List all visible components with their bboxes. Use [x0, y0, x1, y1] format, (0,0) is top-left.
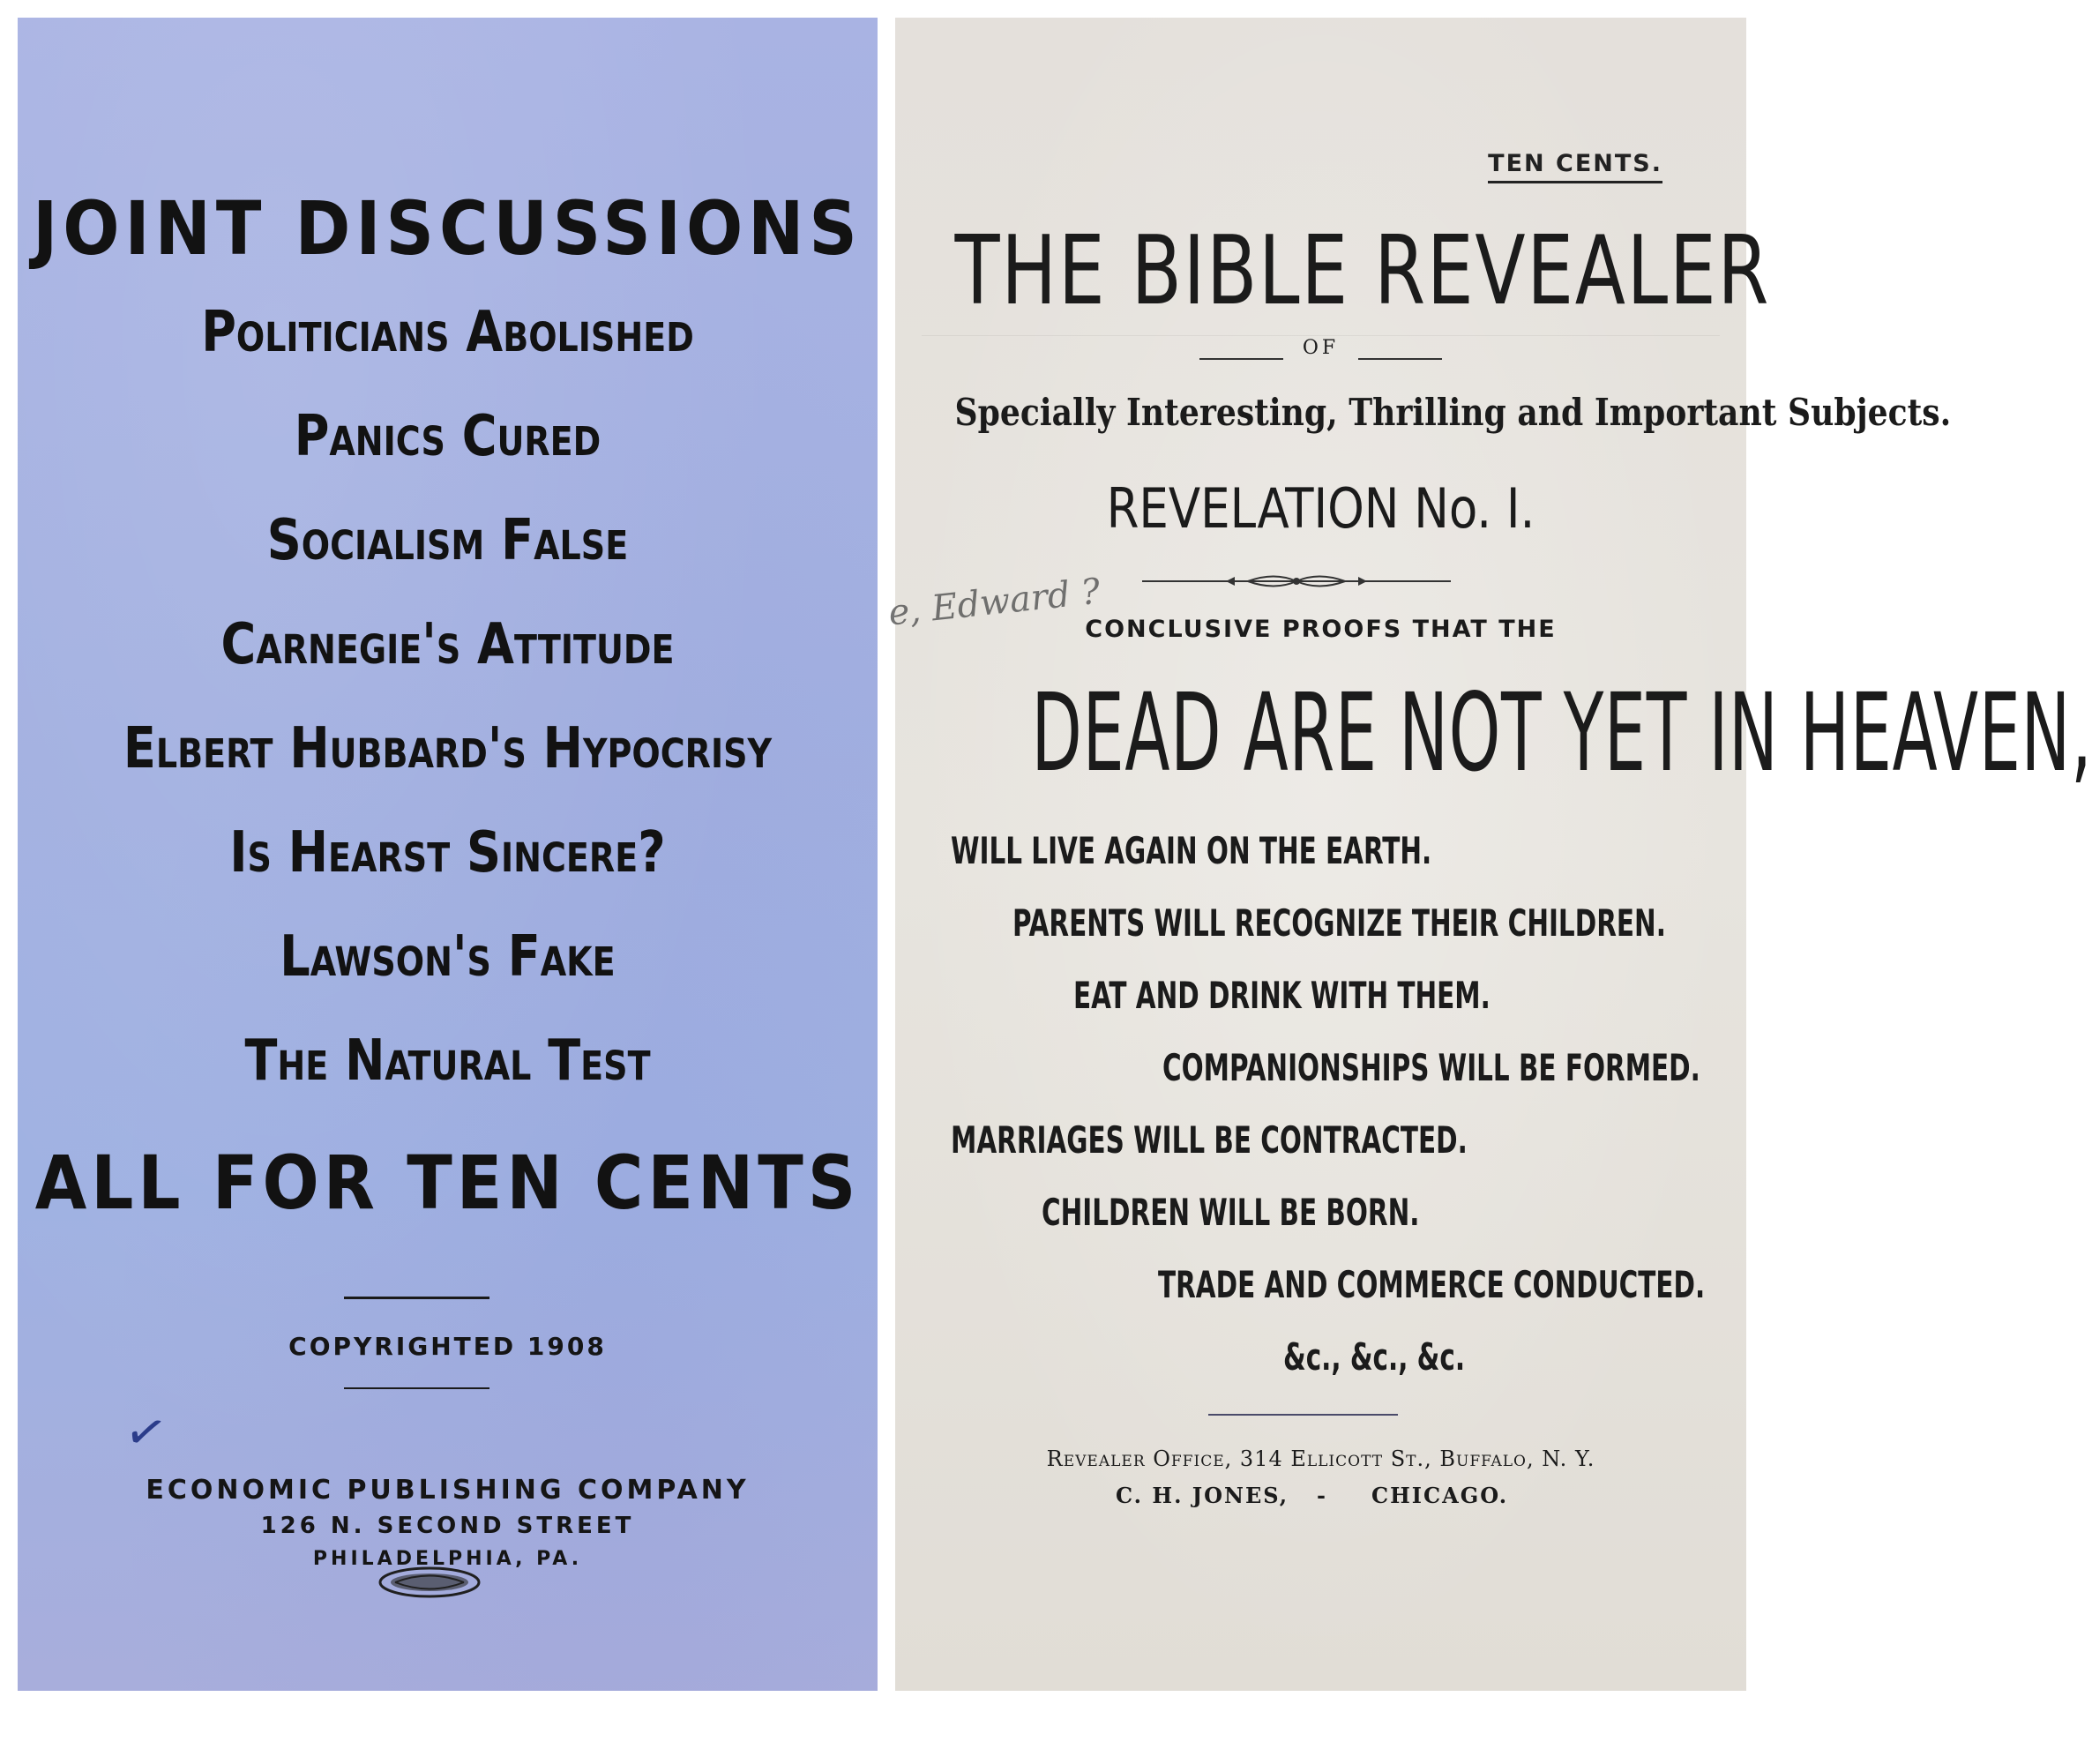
copyright-text: COPYRIGHTED 1908	[288, 1332, 607, 1361]
left-headings	[18, 176, 878, 1235]
publisher-street: 126 N. SECOND STREET	[260, 1513, 635, 1539]
line-panics: Panics Cured	[294, 404, 601, 469]
bottom-rule	[1208, 1414, 1398, 1416]
conclusive-proofs-line: CONCLUSIVE PROOFS THAT THE	[1085, 616, 1557, 643]
subtitle-subjects: Specially Interesting, Thrilling and Important Subjects.	[954, 391, 1952, 434]
line-lawson: Lawson's Fake	[280, 924, 616, 990]
agent-separator: -	[1317, 1483, 1327, 1508]
publisher-city: PHILADELPHIA, PA.	[312, 1548, 583, 1570]
list-item: MARRIAGES WILL BE CONTRACTED.	[951, 1118, 1468, 1162]
list-item: EAT AND DRINK WITH THEM.	[1073, 974, 1491, 1017]
list-item: WILL LIVE AGAIN ON THE EARTH.	[951, 829, 1432, 872]
main-title: THE BIBLE REVEALER	[954, 216, 1771, 326]
of-text: OF	[1302, 337, 1340, 359]
revelation-number: REVELATION No. I.	[1106, 476, 1535, 541]
flourish-divider-icon	[1142, 572, 1451, 591]
agent-city: CHICAGO.	[1371, 1483, 1509, 1508]
line-natural-test: The Natural Test	[244, 1028, 651, 1094]
handwritten-check-mark: ✓	[119, 1400, 173, 1466]
divider-rule-2	[344, 1387, 489, 1389]
revealer-office-address: Revealer Office, 314 Ellicott St., Buffalo, N. Y.	[1046, 1446, 1595, 1471]
publisher-name: ECONOMIC PUBLISHING COMPANY	[146, 1475, 750, 1506]
left-pamphlet-cover	[18, 18, 878, 1691]
dead-not-in-heaven-headline: DEAD ARE NOT YET IN HEAVEN,	[1031, 670, 2092, 796]
line-socialism: Socialism False	[266, 508, 629, 573]
union-label-icon	[377, 1566, 482, 1599]
list-item: CHILDREN WILL BE BORN.	[1042, 1191, 1420, 1234]
line-carnegie: Carnegie's Attitude	[220, 612, 675, 677]
list-item-etc: &c., &c., &c.	[1283, 1335, 1466, 1379]
line-hearst: Is Hearst Sincere?	[229, 820, 666, 886]
line-politicians: Politicians Abolished	[201, 300, 694, 365]
agent-name: C. H. JONES,	[1116, 1483, 1289, 1508]
price-line: ALL FOR TEN CENTS	[34, 1140, 861, 1226]
headline-joint-discussions: JOINT DISCUSSIONS	[33, 185, 863, 272]
list-item: TRADE AND COMMERCE CONDUCTED.	[1158, 1263, 1706, 1306]
handwritten-note: e, Edward ?	[886, 571, 1102, 634]
divider-rule	[344, 1297, 489, 1299]
list-item: COMPANIONSHIPS WILL BE FORMED.	[1162, 1046, 1700, 1089]
price-label: TEN CENTS.	[1488, 150, 1662, 183]
right-pamphlet-cover	[886, 18, 2092, 1691]
list-item: PARENTS WILL RECOGNIZE THEIR CHILDREN.	[1012, 901, 1666, 945]
line-hubbard: Elbert Hubbard's Hypocrisy	[123, 716, 773, 781]
